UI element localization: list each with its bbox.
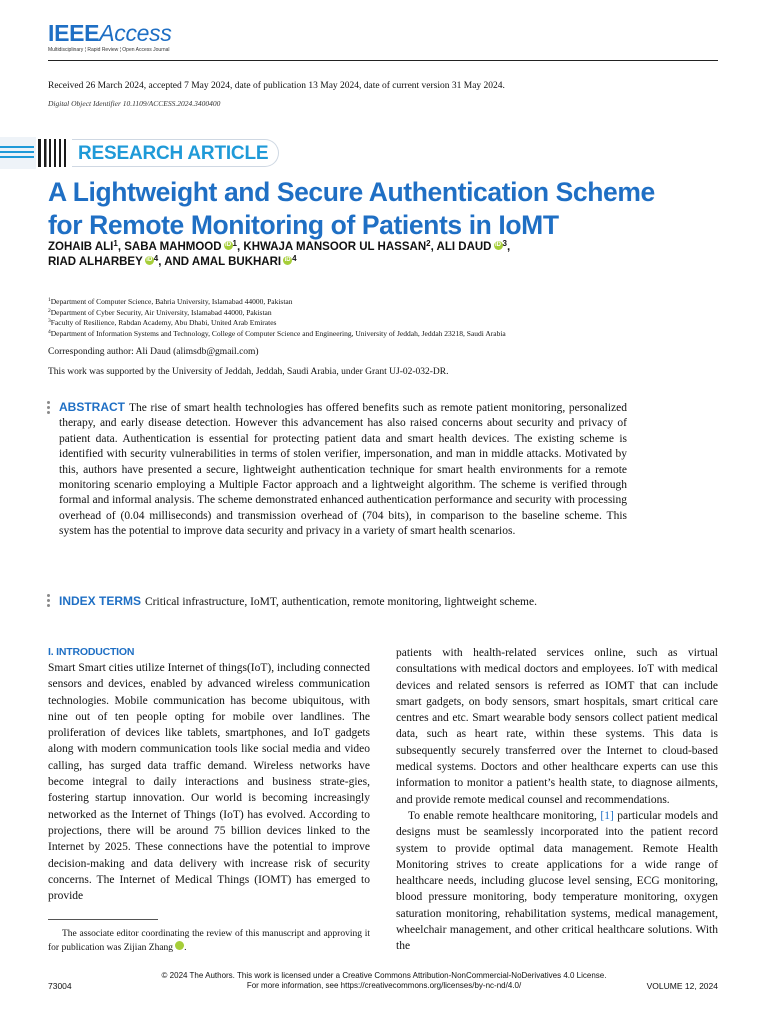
- header-divider: [48, 60, 718, 61]
- corresponding-author: Corresponding author: Ali Daud (alimsdb@gmail.com): [48, 347, 259, 357]
- affiliation: $^4$Department of Information Systems and Technology, College of Computer Science and Engineering, University of Jeddah, Jeddah 23218, Saudi Arabia: [48, 328, 506, 338]
- author[interactable]: AMAL BUKHARI iD $^4$: [191, 254, 297, 268]
- paper-title: A Lightweight and Secure Authentication Scheme for Remote Monitoring of Patients in IoMT: [48, 177, 655, 240]
- body-paragraph: patients with health-related services online, such as virtual consultations with medical doctors and employees. IoT with medical devices and related sensors is referred as IOMT that can include smart gadgets, on body sensors, smart hospitals, smart critical care centres and etc. Smart wearable body sensors collect patient medical data, such as heart rate, within these systems. This data is subsequently securely transferred over the Internet to cloud-based medical systems. Doctors and other healthcare experts can use this information to monitor a patient’s health state, to diagnose ailments, and provide remote medical counsel and recommendations.: [396, 647, 718, 806]
- article-type-label: RESEARCH ARTICLE: [72, 139, 279, 167]
- author[interactable]: ALI DAUD iD $^3$: [436, 239, 507, 253]
- affiliation: $^2$Department of Cyber Security, Air University, Islamabad 44000, Pakistan: [48, 307, 272, 317]
- orcid-icon[interactable]: iD: [495, 242, 501, 248]
- body-paragraph: Smart Smart cities utilize Internet of things(IoT), including connected sensors and devices, enabled by advanced wireless communication technologies. Mobile communication has become ubiquitous, with nine out of ten people opting for mobile over landlines. The proliferation of devices like tablets, smartphones, and IoT gadgets along with modern communication tools like social media and video calling, has surged data traffic demand. Wireless networks have become integral to daily interactions and business strate-gies, fostering startup innovation. Our world is becoming increasingly networked as the Internet of Things (IoT) has evolved. According to projections, there will be around 75 billion devices linked to the Internet by 2025. These connections have the potential to improve decision-making and data delivery with increase risk of security concerns. The Internet of Medical Things (IOMT) has emerged to provide: [48, 662, 370, 903]
- abstract-marker-icon: [47, 401, 51, 416]
- section-heading: I. INTRODUCTION: [48, 646, 135, 658]
- footnote-divider: [48, 919, 158, 920]
- index-terms: [59, 594, 699, 610]
- orcid-icon[interactable]: iD: [225, 242, 232, 248]
- index-terms-text: Critical infrastructure, IoMT, authentication, remote monitoring, lightweight scheme.: [145, 596, 537, 608]
- doi: Digital Object Identifier 10.1109/ACCESS.2024.3400400: [48, 99, 221, 108]
- citation-link[interactable]: [1]: [600, 809, 614, 822]
- affiliation: $^1$Department of Computer Science, Bahria University, Islamabad 44000, Pakistan: [48, 297, 293, 306]
- publication-history: Received 26 March 2024, accepted 7 May 2024, date of publication 13 May 2024, date of current version 31 May 2024.: [48, 81, 505, 91]
- right-column: [396, 645, 718, 955]
- index-terms-marker-icon: [47, 594, 51, 609]
- license-link[interactable]: For more information, see https://creativecommons.org/licenses/by-nc-nd/4.0/: [246, 981, 522, 990]
- orcid-icon[interactable]: iD: [284, 257, 291, 263]
- affiliation: $^3$Faculty of Resilience, Rabdan Academy, Abu Dhabi, United Arab Emirates: [48, 318, 277, 327]
- abstract-text: The rise of smart health technologies has offered benefits such as remote patient monitoring, personalized therapy, and early disease detection. However this advancement has also raised concerns about security and privacy of patient data. Authentication is essential for protecting patient data and smart health devices. The existing scheme is identified with security vulnerabilities in terms of stolen verifier, impersonation, and man in middle attacks. Motivated by this, authors have presented a secure, lightweight authentication technique for smart health environments for a remote monitoring scenario employing a Multiple Factor approach and a lightweight algorithm. The scheme is verified through formal and informal analysis. The scheme demonstrated enhanced authentication performance and security with processing overhead of (0.04 milliseconds) and transmission overhead of (704 bits), in comparison to the baseline scheme. This system has the potential to improve data security and privacy in a variety of smart health scenarios.: [59, 402, 627, 538]
- page-number: 73004: [48, 981, 72, 991]
- journal-logo: IEEEAccess: [48, 20, 172, 46]
- left-column: [48, 645, 370, 904]
- author[interactable]: ZOHAIB ALI$^1$: [48, 239, 118, 253]
- funding-statement: This work was supported by the University of Jeddah, Jeddah, Saudi Arabia, under Grant UJ-02-032-DR.: [48, 367, 449, 377]
- index-terms-label: INDEX TERMS: [59, 594, 142, 608]
- author[interactable]: RIAD ALHARBEY iD $^4$: [48, 254, 159, 268]
- license-notice: © 2024 The Authors. This work is licensed under a Creative Commons Attribution-NonCommercial-NoDerivatives 4.0 License. For more information, see https://creativecommons.org/licenses/by-nc-nd/4.0/: [0, 971, 768, 991]
- author-list: ZOHAIB ALI$^1$, SABA MAHMOOD iD $^1$, KHWAJA MANSOOR UL HASSAN$^2$, ALI DAUD iD $^3$, RIAD ALHARBEY iD $^4$, AND AMAL BUKHARI iD $^4$: [48, 239, 511, 268]
- affiliation-list: [48, 297, 728, 339]
- orcid-icon[interactable]: iD: [175, 941, 184, 950]
- author[interactable]: KHWAJA MANSOOR UL HASSAN$^2$: [243, 239, 431, 253]
- author[interactable]: SABA MAHMOOD iD $^1$: [124, 239, 237, 253]
- body-paragraph: To enable remote healthcare monitoring, [1] particular models and designs must be seamlessly incorporated into the patient record system to provide optimal data management. Remote Health Monitoring strives to create applications for a wide range of healthcare needs, including glucose level sensing, ECG monitoring, blood pressure monitoring, body temperature monitoring, oxygen saturation monitoring, rehabilitation systems, medical management, wheelchair management, and other critical healthcare solutions. With the: [396, 809, 719, 953]
- abstract: [59, 400, 627, 540]
- journal-brand: [48, 20, 172, 54]
- volume-label: VOLUME 12, 2024: [646, 981, 718, 991]
- orcid-icon[interactable]: iD: [146, 257, 153, 263]
- abstract-label: ABSTRACT: [59, 400, 125, 414]
- journal-tagline: Multidisciplinary ¦ Rapid Review ¦ Open Access Journal: [48, 47, 170, 53]
- banner-stripes-icon: [0, 137, 70, 169]
- editor-footnote: The associate editor coordinating the review of this manuscript and approving it for publication was Zijian Zhang iD.: [48, 929, 370, 953]
